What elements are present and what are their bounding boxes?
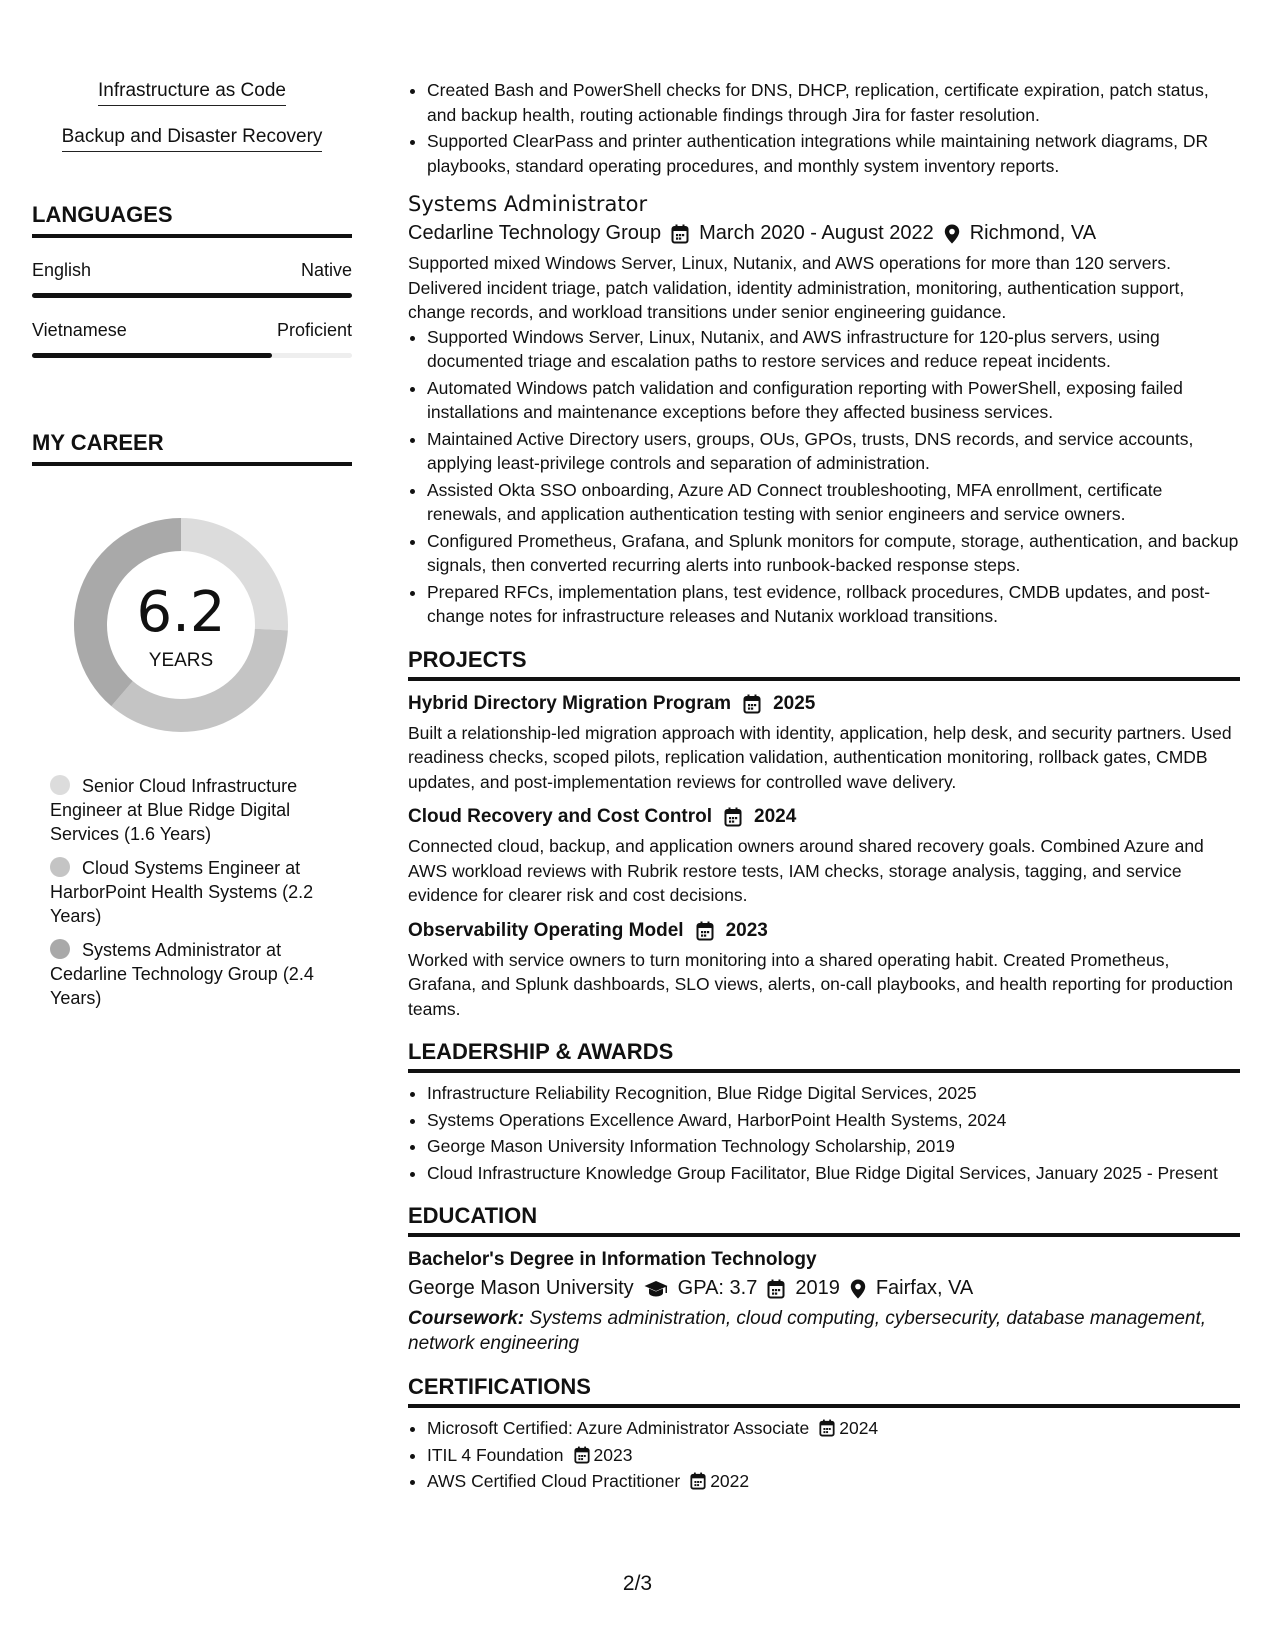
- job-bullet: • Configured Prometheus, Grafana, and Splunk monitors for compute, storage, authentication, and backup signals, then converted recurring alerts into runbook-backed response steps.: [427, 529, 1240, 578]
- previous-job-bullets: [408, 78, 1240, 178]
- languages-heading: LANGUAGES: [32, 202, 352, 238]
- job-bullets: [408, 325, 1240, 629]
- language-proficiency-fill: [32, 293, 352, 298]
- career-legend-item: Cloud Systems Engineer at HarborPoint Health Systems (2.2 Years): [50, 858, 314, 926]
- project-year: 2024: [754, 806, 797, 827]
- project-description: Worked with service owners to turn monitoring into a shared operating habit. Created Prometheus, Grafana, and Splunk dashboards, SLO views, alerts, on-call playbooks, and health reporting for production teams.: [408, 949, 1233, 1019]
- language-level: Native: [300, 260, 352, 280]
- career-legend-item: Senior Cloud Infrastructure Engineer at Blue Ridge Digital Services (1.6 Years): [50, 776, 298, 844]
- calendar-icon: [743, 694, 761, 714]
- certifications-list: [408, 1416, 1240, 1494]
- certification-item: • ITIL 4 Foundation 2023: [427, 1443, 1240, 1468]
- calendar-icon: [671, 224, 689, 244]
- project-item: [408, 806, 1240, 908]
- calendar-icon: [690, 1472, 706, 1490]
- job-bullet: • Automated Windows patch validation and configuration reporting with PowerShell, exposing failed installations and maintenance exceptions before they affected business services.: [427, 376, 1240, 425]
- career-legend-item: Systems Administrator at Cedarline Technology Group (2.4 Years): [50, 940, 314, 1008]
- job-bullet: • Created Bash and PowerShell checks for DNS, DHCP, replication, certificate expiration, patch status, and backup health, routing actionable findings through Jira for faster resolution.: [427, 78, 1240, 127]
- certification-item: • Microsoft Certified: Azure Administrator Associate 2024: [427, 1416, 1240, 1441]
- main-content: [408, 78, 1240, 1496]
- job-company: Cedarline Technology Group: [408, 222, 662, 244]
- skill-item: Backup and Disaster Recovery: [32, 126, 352, 152]
- job-bullet: • Maintained Active Directory users, groups, OUs, GPOs, trusts, DNS records, and service accounts, applying least-privilege controls and separation of administration.: [427, 427, 1240, 476]
- language-name: Vietnamese: [32, 320, 127, 340]
- graduation-cap-icon: [644, 1280, 668, 1298]
- education-meta: [408, 1277, 1240, 1300]
- project-item: [408, 920, 1240, 1022]
- project-title: Observability Operating Model: [408, 919, 684, 941]
- career-donut-chart: [66, 510, 296, 740]
- job-bullet: • Supported ClearPass and printer authentication integrations while maintaining network diagrams, DR playbooks, standard operating procedures, and monthly system inventory reports.: [427, 129, 1240, 178]
- career-total-unit: YEARS: [148, 650, 214, 671]
- awards-heading: LEADERSHIP & AWARDS: [408, 1039, 1240, 1073]
- project-title: Cloud Recovery and Cost Control: [408, 806, 713, 827]
- location-pin-icon: [850, 1279, 866, 1299]
- calendar-icon: [819, 1419, 835, 1437]
- job-title: Systems Administrator: [408, 192, 648, 216]
- location-pin-icon: [944, 224, 960, 244]
- career-total-years: 6.2: [136, 580, 226, 645]
- project-year: 2025: [773, 692, 816, 714]
- projects-heading: PROJECTS: [408, 647, 1240, 681]
- school-name: George Mason University: [408, 1277, 634, 1299]
- language-item: [32, 320, 352, 358]
- awards-list: [408, 1081, 1240, 1185]
- award-item: • Infrastructure Reliability Recognition, Blue Ridge Digital Services, 2025: [427, 1081, 1240, 1106]
- calendar-icon: [574, 1446, 590, 1464]
- job-location: Richmond, VA: [969, 222, 1097, 244]
- award-item: • Cloud Infrastructure Knowledge Group Facilitator, Blue Ridge Digital Services, January 2025 - Present: [427, 1161, 1240, 1186]
- gpa: GPA: 3.7: [677, 1277, 758, 1299]
- page-number: 2/3: [622, 1572, 653, 1595]
- legend-dot-icon: [50, 857, 70, 877]
- calendar-icon: [696, 921, 714, 941]
- career-legend: [32, 774, 352, 1010]
- language-name: English: [32, 260, 92, 280]
- project-item: [408, 693, 1240, 795]
- certification-item: • AWS Certified Cloud Practitioner 2022: [427, 1469, 1240, 1494]
- award-item: • George Mason University Information Technology Scholarship, 2019: [427, 1134, 1240, 1159]
- career-heading: MY CAREER: [32, 430, 352, 466]
- coursework: Coursework: Systems administration, cloud computing, cybersecurity, database management, network engineering: [408, 1308, 1207, 1354]
- school-location: Fairfax, VA: [875, 1277, 974, 1299]
- project-description: Built a relationship-led migration approach with identity, application, help desk, and security partners. Used readiness checks, scoped pilots, replication validation, authentication monitoring, rollback gates, CMDB updates, and post-implementation reviews for controlled wave delivery.: [408, 722, 1232, 792]
- skill-item: Infrastructure as Code: [32, 80, 352, 106]
- award-item: • Systems Operations Excellence Award, HarborPoint Health Systems, 2024: [427, 1108, 1240, 1133]
- language-level: Proficient: [276, 320, 352, 340]
- project-title: Hybrid Directory Migration Program: [408, 692, 732, 714]
- legend-dot-icon: [50, 939, 70, 959]
- job-bullet: • Assisted Okta SSO onboarding, Azure AD Connect troubleshooting, MFA enrollment, certificate renewals, and application authentication testing with senior engineers and service owners.: [427, 478, 1240, 527]
- language-item: [32, 260, 352, 298]
- sidebar: [32, 80, 352, 1020]
- job-meta: [408, 222, 1240, 245]
- graduation-year: 2019: [795, 1277, 840, 1299]
- job-summary: Supported mixed Windows Server, Linux, Nutanix, and AWS operations for more than 120 servers. Delivered incident triage, patch validation, identity administration, monitoring, authentication support, change records, and workload transitions under senior engineering guidance.: [408, 253, 1185, 322]
- calendar-icon: [767, 1279, 785, 1299]
- legend-dot-icon: [50, 775, 70, 795]
- degree-title: Bachelor's Degree in Information Technology: [408, 1249, 817, 1270]
- job-bullet: • Prepared RFCs, implementation plans, test evidence, rollback procedures, CMDB updates, and post-change notes for infrastructure releases and Nutanix workload transitions.: [427, 580, 1240, 629]
- project-year: 2023: [725, 919, 768, 941]
- certifications-heading: CERTIFICATIONS: [408, 1374, 1240, 1408]
- education-heading: EDUCATION: [408, 1203, 1240, 1237]
- calendar-icon: [724, 807, 742, 827]
- project-description: Connected cloud, backup, and application owners around shared recovery goals. Combined Azure and AWS workload reviews with Rubrik restore tests, IAM checks, storage analysis, tagging, and service evidence for clearer risk and cost decisions.: [408, 836, 1204, 905]
- job-bullet: • Supported Windows Server, Linux, Nutanix, and AWS infrastructure for 120-plus servers, using documented triage and escalation paths to restore services and reduce repeat incidents.: [427, 325, 1240, 374]
- language-proficiency-bar: [32, 293, 352, 298]
- job-dates: March 2020 - August 2022: [699, 222, 934, 244]
